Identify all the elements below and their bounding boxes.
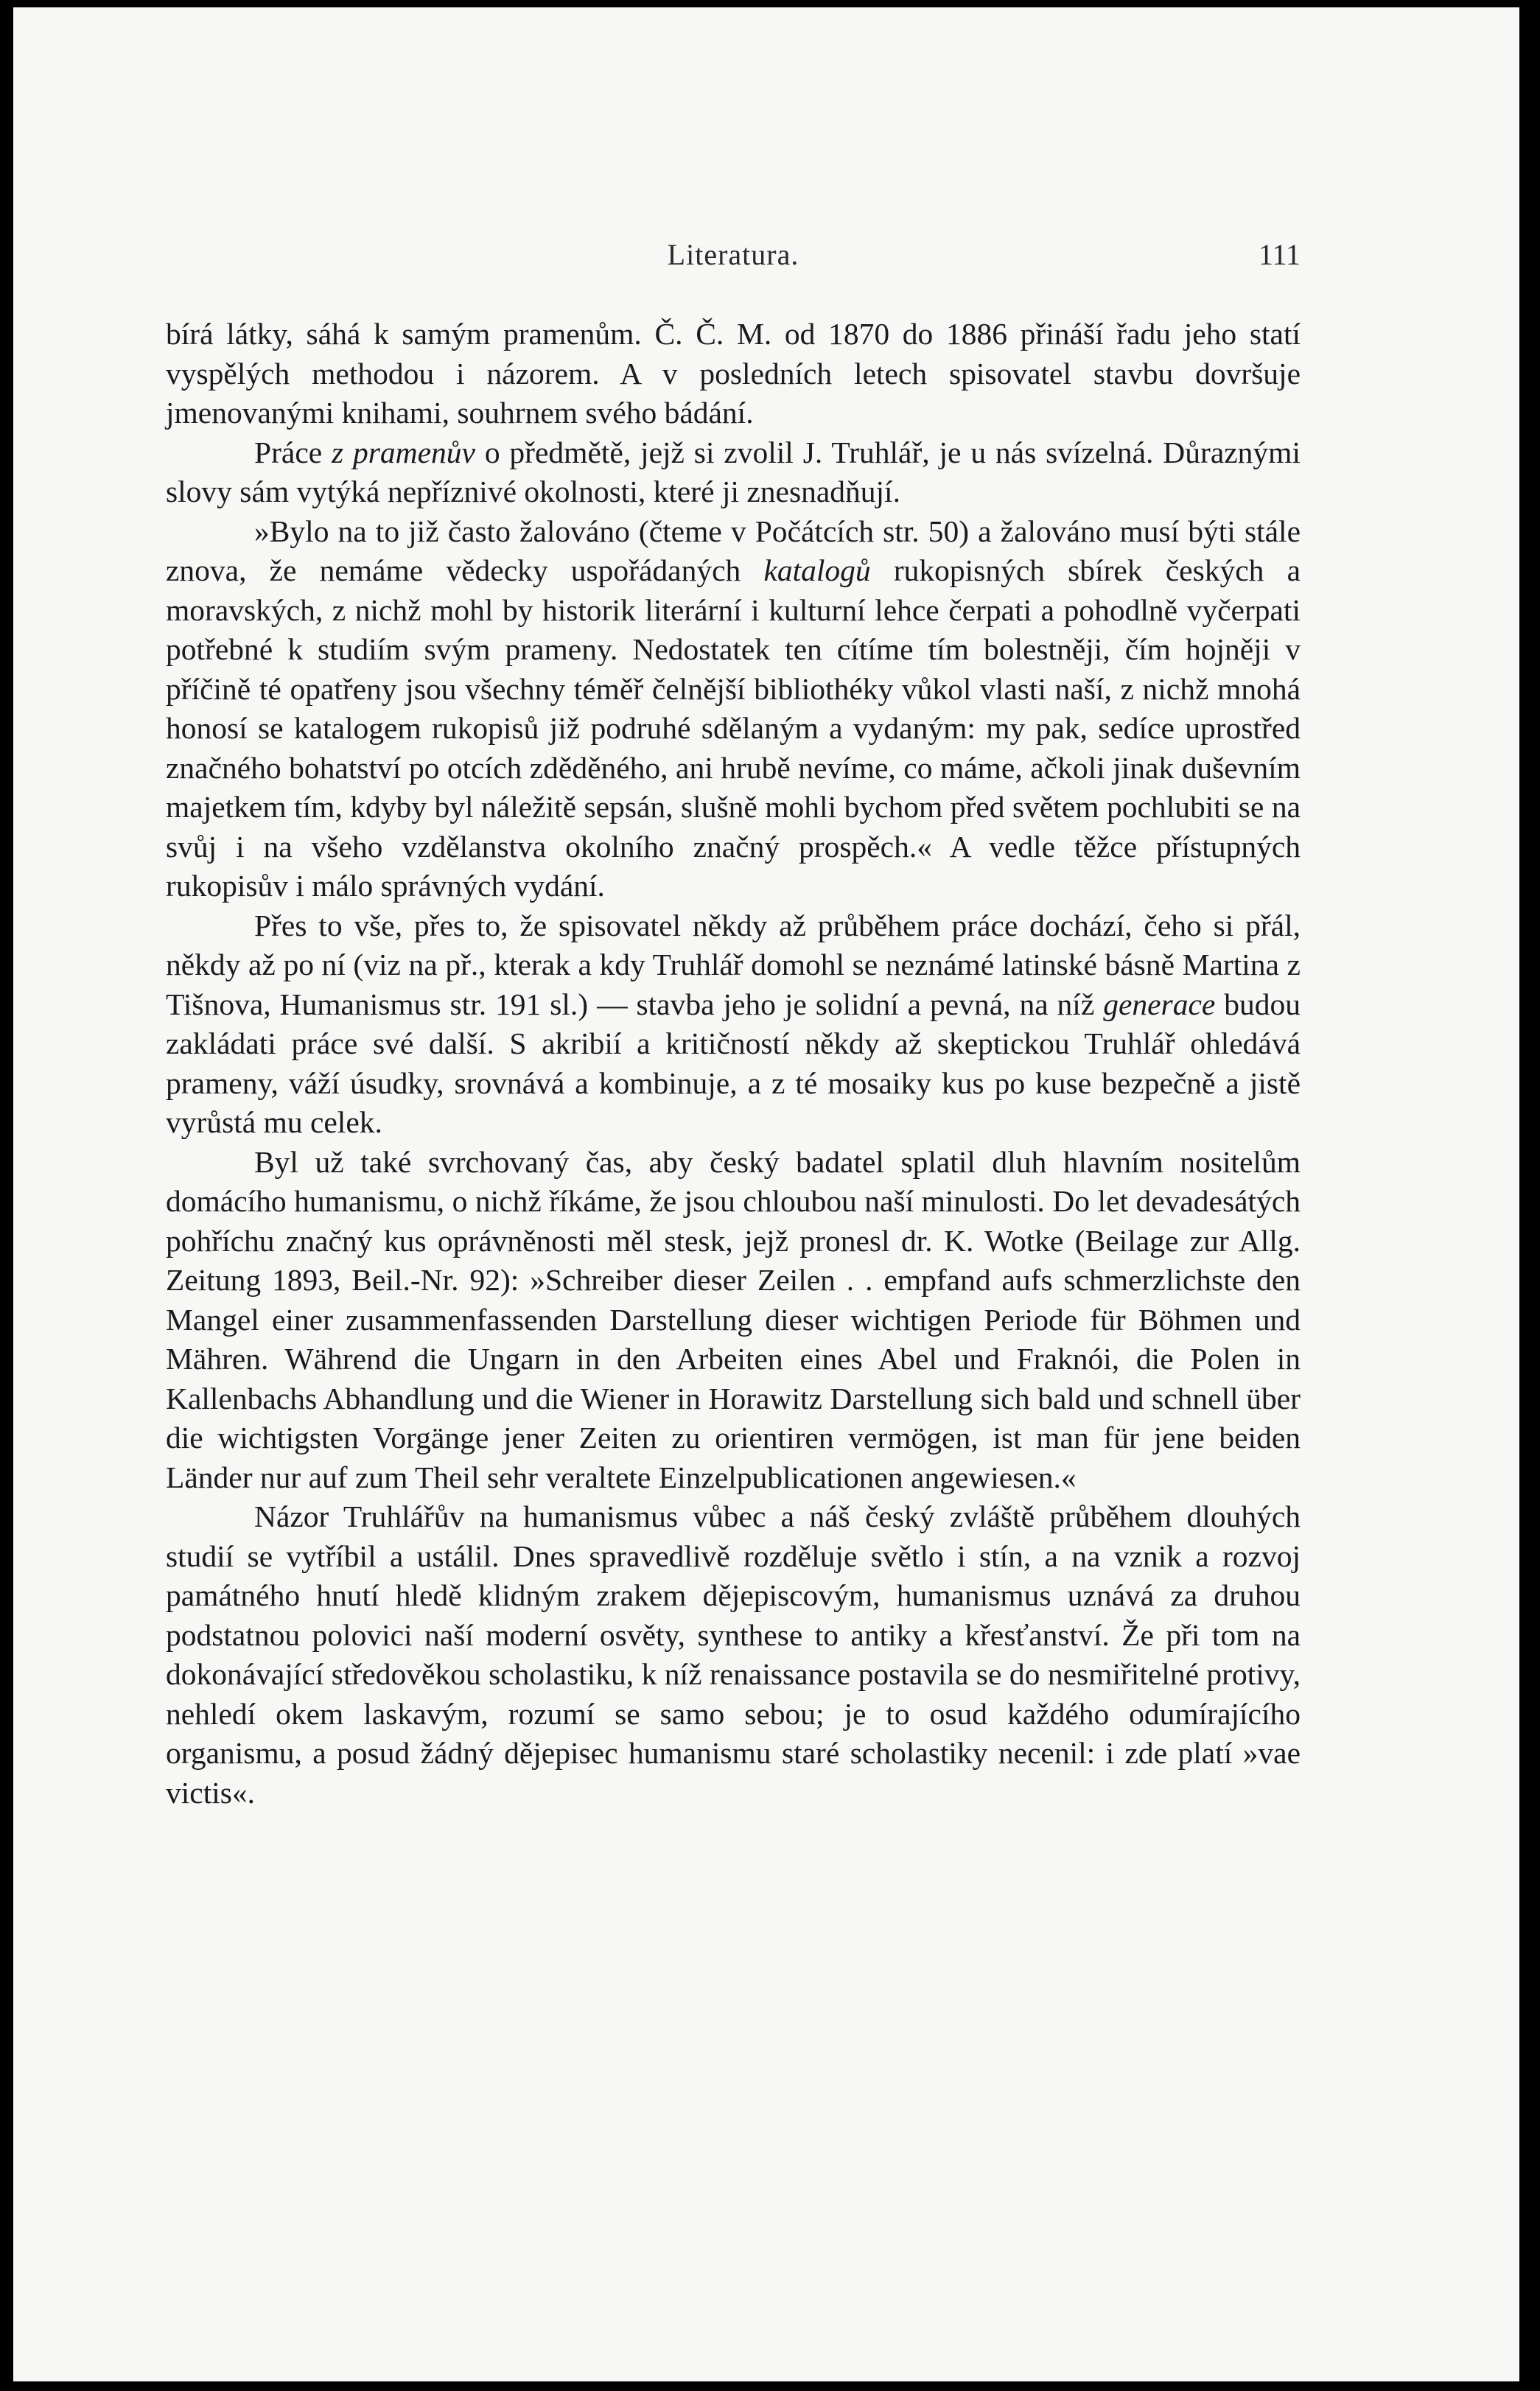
text-run: Přes to vše, přes to, že spisovatel někdy až průběhem práce dochází, čeho si přál, někdy až po ní (viz na př., kterak a kdy Truhlář domohl se neznámé latinské básně Martina z Tišnova, Humanismus str. 191 sl.) — stavba jeho je solidní a pevná, na níž [166,908,1301,1021]
article-body [166,315,1301,1813]
paragraph [166,1143,1301,1498]
paragraph [166,315,1301,433]
text-run: Práce [254,435,332,469]
italic-term: generace [1103,987,1216,1021]
paragraph [166,433,1301,512]
text-run: Byl už také svrchovaný čas, aby český badatel splatil dluh hlavním nositelům domácího humanismu, o nichž říkáme, že jsou chloubou naší minulosti. Do let devadesátých pohříchu značný kus oprávněnosti měl stesk, jejž pronesl dr. K. Wotke (Beilage zur Allg. Zeitung 1893, Beil.-Nr. 92): »Schreiber dieser Zeilen . . empfand aufs schmerzlichste den Mangel einer zusammenfassenden Darstellung dieser wichtigen Periode für Böhmen und Mähren. Während die Ungarn in den Arbeiten eines Abel und Fraknói, die Polen in Kallenbachs Abhandlung und die Wiener in Horawitz Darstellung sich bald und schnell über die wichtigsten Vorgänge jener Zeiten zu orientiren vermögen, ist man für jene beiden Länder nur auf zum Theil sehr veraltete Einzelpublicationen angewiesen.« [166,1144,1301,1494]
running-title: Literatura. [667,238,799,271]
text-run: bírá látky, sáhá k samým pramenům. Č. Č. M. od 1870 do 1886 přináší řadu jeho statí vyspělých methodou i názorem. A v posledních letech spisovatel stavbu dovršuje jmenovanými knihami, souhrnem svého bádání. [166,317,1301,430]
text-run: »Bylo na to již často žalováno (čteme v Počátcích str. 50) a žalováno musí býti stále znova, že nemáme vědecky uspořádaných [166,514,1301,587]
page-header [166,237,1301,274]
text-run: Názor Truhlářův na humanismus vůbec a náš český zvláště průběhem dlouhých studií se vytříbil a ustálil. Dnes spravedlivě rozděluje světlo i stín, a na vznik a rozvoj památného hnutí hledě klidným zrakem dějepiscovým, humanismus uznává za druhou podstatnou polovici naší moderní osvěty, synthese to antiky a křesťanství. Že při tom na dokonávající středověkou scholastiku, k níž renaissance postavila se do nesmiřitelné protivy, nehledí okem laskavým, rozumí se samo sebou; je to osud každého odumírajícího organismu, a posud žádný dějepisec humanismu staré scholastiky necenil: i zde platí »vae victis«. [166,1499,1301,1810]
italic-term: z pramenův [332,435,475,469]
italic-term: katalogů [763,553,871,587]
paragraph [166,906,1301,1143]
page-number: 111 [1258,238,1301,271]
text-run: budou zakládati práce své další. S akribií a kritičností někdy až skeptickou Truhlář ohledává prameny, váží úsudky, srovnává a kombinuje, a z té mosaiky kus po kuse bezpečně a jistě vyrůstá mu celek. [166,987,1301,1139]
text-run: o předmětě, jejž si zvolil J. Truhlář, je u nás svízelná. Důraznými slovy sám vytýká nepříznivé okolnosti, které ji znesnadňují. [166,435,1301,508]
paragraph [166,512,1301,906]
text-run: rukopisných sbírek českých a moravských, z nichž mohl by historik literární i kulturní lehce čerpati a pohodlně vyčerpati potřebné k studiím svým prameny. Nedostatek ten cítíme tím bolestněji, čím hojněji v příčině té opatřeny jsou všechny téměř čelnější bibliothéky vůkol vlasti naší, z nichž mnohá honosí se katalogem rukopisů již podruhé sdělaným a vydaným: my pak, sedíce uprostřed značného bohatství po otcích zděděného, ani hrubě nevíme, co máme, ačkoli jinak duševním majetkem tím, kdyby byl náležitě sepsán, slušně mohli bychom před světem pochlubiti se na svůj i na všeho vzdělanstva okolního značný prospěch.« A vedle těžce přístupných rukopisův i málo správných vydání. [166,553,1301,903]
paragraph [166,1497,1301,1813]
